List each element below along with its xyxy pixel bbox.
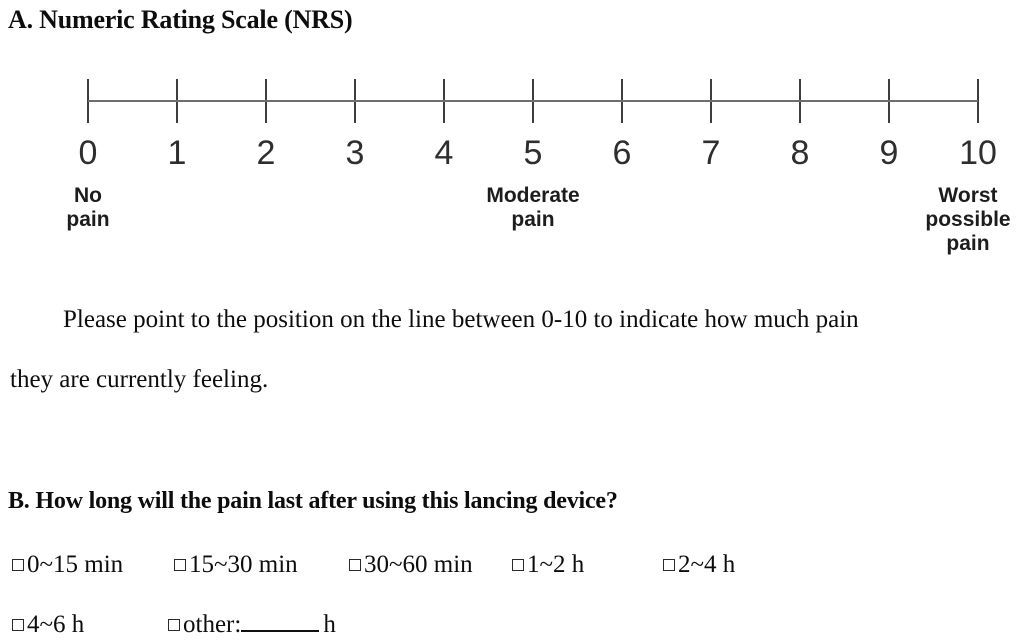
tick-label: 0 — [78, 134, 98, 172]
tick-label: 4 — [434, 134, 454, 172]
duration-option[interactable] — [12, 551, 123, 579]
option-label: 0~15 min — [27, 551, 124, 578]
duration-option[interactable] — [174, 551, 298, 579]
other-option-suffix: h — [323, 611, 336, 638]
instruction-line-2: they are currently feeling. — [10, 366, 269, 393]
duration-options-row-2 — [0, 611, 1024, 641]
tick-label: 7 — [701, 134, 721, 172]
option-label: 1~2 h — [527, 551, 585, 578]
duration-options-row-1 — [0, 551, 1024, 581]
tick-label: 1 — [167, 134, 187, 172]
tick-label: 5 — [523, 134, 543, 172]
section-a-heading: A. Numeric Rating Scale (NRS) — [8, 5, 353, 34]
checkbox-icon[interactable] — [512, 559, 524, 571]
option-label: 2~4 h — [678, 551, 736, 578]
section-b-heading: B. How long will the pain last after using this lancing device? — [8, 488, 618, 514]
other-option-label: other: — [183, 611, 242, 638]
scale-numbers — [78, 134, 997, 172]
anchor-worst-pain: Worst possible pain — [925, 184, 1011, 255]
tick-label: 6 — [612, 134, 632, 172]
other-blank-field[interactable] — [241, 630, 319, 632]
tick-label: 9 — [879, 134, 899, 172]
duration-option[interactable] — [512, 551, 584, 579]
anchor-moderate-pain: Moderate pain — [486, 184, 580, 231]
checkbox-icon[interactable] — [349, 559, 361, 571]
checkbox-icon[interactable] — [174, 559, 186, 571]
anchor-no-pain: No pain — [66, 184, 110, 231]
option-label: 30~60 min — [364, 551, 473, 578]
option-label: 4~6 h — [27, 611, 85, 638]
checkbox-icon[interactable] — [663, 559, 675, 571]
tick-label: 8 — [790, 134, 810, 172]
option-label: 15~30 min — [189, 551, 298, 578]
duration-option[interactable] — [663, 551, 735, 579]
duration-option[interactable] — [12, 611, 84, 639]
duration-option[interactable] — [349, 551, 473, 579]
tick-label: 10 — [959, 134, 997, 172]
other-option[interactable] — [168, 611, 336, 639]
checkbox-icon[interactable] — [12, 559, 24, 571]
tick-label: 3 — [345, 134, 365, 172]
checkbox-icon[interactable] — [12, 619, 24, 631]
nrs-scale — [0, 0, 1024, 280]
checkbox-icon[interactable] — [168, 619, 180, 631]
instruction-line-1: Please point to the position on the line between 0-10 to indicate how much pain — [63, 306, 859, 333]
tick-label: 2 — [256, 134, 276, 172]
scale-line[interactable] — [88, 100, 978, 102]
